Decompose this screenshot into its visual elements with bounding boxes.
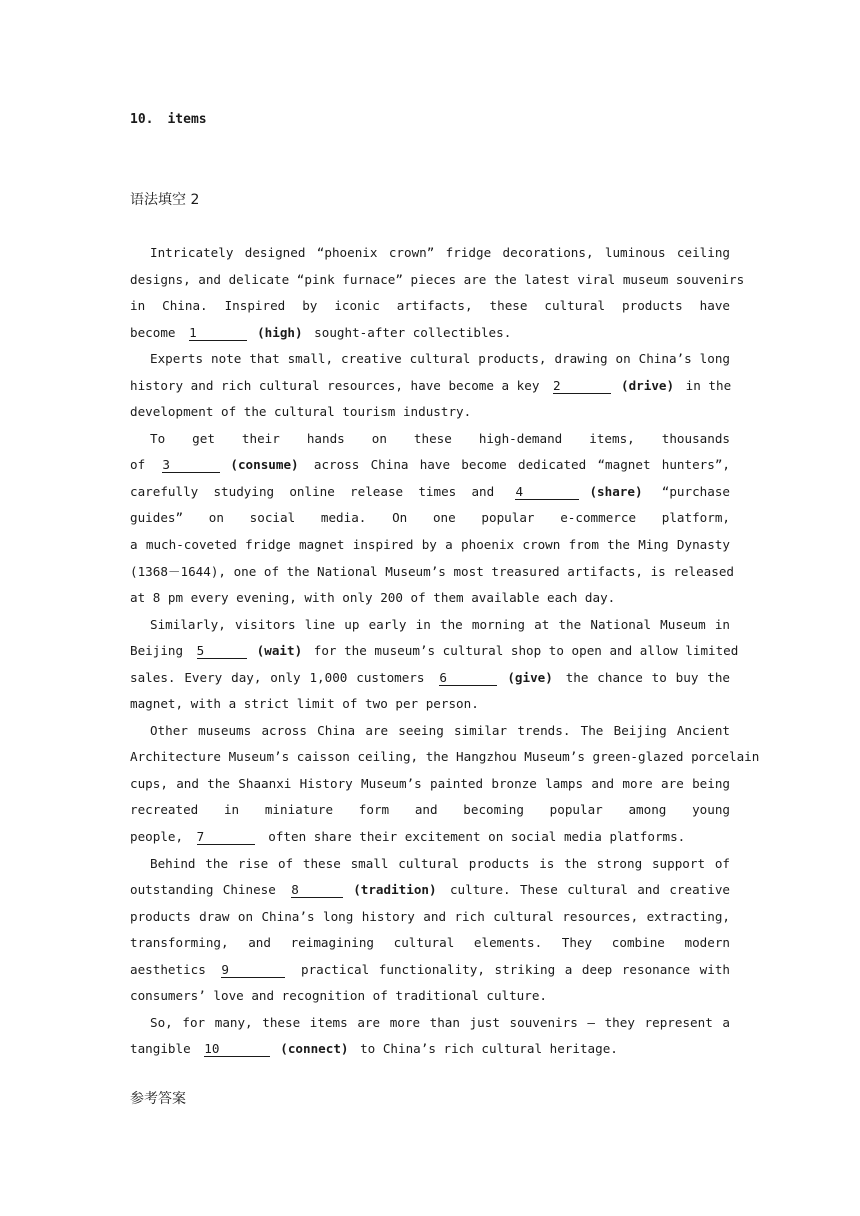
passage-line bbox=[130, 559, 734, 586]
passage-text: culture. These cultural and creative bbox=[440, 882, 730, 898]
passage-line bbox=[130, 267, 745, 294]
passage-text: tangible bbox=[130, 1041, 199, 1057]
passage-text: of bbox=[130, 457, 157, 473]
passage-line bbox=[130, 877, 730, 904]
answer-blank[interactable]: 7 bbox=[197, 830, 255, 845]
word-hint: (give) bbox=[507, 669, 553, 685]
passage-line bbox=[130, 691, 730, 718]
answer-blank[interactable]: 5 bbox=[197, 644, 247, 659]
passage-text: practical functionality, striking a deep resonance with bbox=[291, 961, 730, 977]
passage-text: the chance to buy the bbox=[556, 669, 731, 685]
passage-line bbox=[130, 373, 730, 400]
passage-text: history and rich cultural resources, have become a key bbox=[130, 377, 548, 393]
passage-line bbox=[130, 612, 730, 639]
answer-blank[interactable]: 6 bbox=[439, 671, 497, 686]
passage-text: Beijing bbox=[130, 643, 191, 659]
passage-text: often share their excitement on social media platforms. bbox=[260, 829, 686, 845]
passage-text: (1368－1644), one of the National Museum’s most treasured artifacts, is released bbox=[130, 563, 734, 579]
answers-heading: 参考答案 bbox=[130, 1091, 186, 1107]
passage-line bbox=[130, 904, 730, 931]
passage-line bbox=[130, 585, 730, 612]
passage-line bbox=[130, 426, 730, 453]
passage-text: products draw on China’s long history and rich cultural resources, extracting, bbox=[130, 908, 730, 924]
passage-line bbox=[130, 930, 730, 957]
answer-blank[interactable]: 3 bbox=[162, 458, 220, 473]
passage-text: Other museums across China are seeing similar trends. The Beijing Ancient bbox=[150, 722, 730, 738]
passage-text: cups, and the Shaanxi History Museum’s painted bronze lamps and more are being bbox=[130, 775, 730, 791]
passage-text: sales. Every day, only 1,000 customers bbox=[130, 669, 434, 685]
passage-text: transforming, and reimagining cultural elements. They combine modern bbox=[130, 935, 730, 951]
answer-blank[interactable]: 9 bbox=[221, 963, 285, 978]
word-hint: (connect) bbox=[280, 1041, 349, 1057]
passage-line bbox=[130, 452, 730, 479]
word-hint: (drive) bbox=[621, 377, 675, 393]
passage-text: in China. Inspired by iconic artifacts, these cultural products have bbox=[130, 298, 730, 314]
passage-line bbox=[130, 346, 730, 373]
passage bbox=[130, 240, 760, 1063]
passage-text: guides” on social media. On one popular e-commerce platform, bbox=[130, 510, 730, 526]
word-hint: (consume) bbox=[230, 457, 299, 473]
passage-text: at 8 pm every evening, with only 200 of them available each day. bbox=[130, 590, 616, 606]
passage-text: So, for many, these items are more than just souvenirs — they represent a bbox=[150, 1014, 730, 1030]
passage-text: sought-after collectibles. bbox=[306, 324, 512, 340]
passage-text: to China’s rich cultural heritage. bbox=[352, 1041, 618, 1057]
passage-text: To get their hands on these high-demand items, thousands bbox=[150, 430, 730, 446]
passage-line bbox=[130, 532, 730, 559]
passage-line bbox=[130, 983, 730, 1010]
answer-blank[interactable]: 2 bbox=[553, 379, 611, 394]
passage-line bbox=[130, 293, 730, 320]
passage-line bbox=[130, 851, 730, 878]
passage-text: development of the cultural tourism industry. bbox=[130, 404, 472, 420]
passage-line bbox=[130, 824, 730, 851]
passage-line bbox=[130, 957, 730, 984]
passage-text: Architecture Museum’s caisson ceiling, the Hangzhou Museum’s green-glazed porcelain bbox=[130, 749, 760, 765]
passage-text: Similarly, visitors line up early in the morning at the National Museum in bbox=[150, 616, 730, 632]
passage-text: across China have become dedicated “magnet hunters”, bbox=[302, 457, 730, 473]
passage-text: for the museum’s cultural shop to open and allow limited bbox=[306, 643, 739, 659]
passage-line bbox=[130, 399, 730, 426]
passage-text: aesthetics bbox=[130, 961, 216, 977]
passage-line bbox=[130, 1010, 730, 1037]
passage-line bbox=[130, 479, 730, 506]
passage-line bbox=[130, 240, 730, 267]
item-text: items bbox=[167, 112, 207, 127]
passage-text: become bbox=[130, 324, 184, 340]
answer-blank[interactable]: 10 bbox=[204, 1042, 270, 1057]
passage-line bbox=[130, 665, 730, 692]
passage-line bbox=[130, 797, 730, 824]
passage-text: consumers’ love and recognition of traditional culture. bbox=[130, 988, 548, 1004]
answer-blank[interactable]: 8 bbox=[291, 883, 343, 898]
word-hint: (wait) bbox=[256, 643, 303, 659]
passage-text: magnet, with a strict limit of two per person. bbox=[130, 696, 479, 712]
passage-line bbox=[130, 320, 730, 347]
word-hint: (share) bbox=[589, 483, 643, 499]
passage-text: carefully studying online release times and bbox=[130, 483, 510, 499]
passage-text: a much-coveted fridge magnet inspired by a phoenix crown from the Ming Dynasty bbox=[130, 537, 730, 553]
passage-text: in the bbox=[678, 377, 732, 393]
section-title: 语法填空 2 bbox=[130, 192, 200, 208]
previous-answer-item bbox=[130, 112, 207, 127]
passage-line bbox=[130, 771, 730, 798]
passage-line bbox=[130, 505, 730, 532]
passage-text: Intricately designed “phoenix crown” fridge decorations, luminous ceiling bbox=[150, 245, 730, 260]
word-hint: (tradition) bbox=[353, 882, 437, 898]
answer-blank[interactable]: 4 bbox=[515, 485, 579, 500]
passage-line bbox=[130, 718, 730, 745]
answer-blank[interactable]: 1 bbox=[189, 326, 247, 341]
passage-text: people, bbox=[130, 829, 191, 845]
passage-line bbox=[130, 744, 760, 771]
passage-text: designs, and delicate “pink furnace” pieces are the latest viral museum souvenirs bbox=[130, 271, 745, 287]
passage-text: Behind the rise of these small cultural products is the strong support of bbox=[150, 855, 730, 871]
word-hint: (high) bbox=[257, 324, 303, 340]
passage-line bbox=[130, 1036, 730, 1063]
passage-text: recreated in miniature form and becoming popular among young bbox=[130, 802, 730, 818]
passage-text: Experts note that small, creative cultural products, drawing on China’s long bbox=[150, 351, 730, 367]
item-number: 10. bbox=[130, 112, 154, 127]
passage-text: “purchase bbox=[646, 483, 730, 499]
passage-line bbox=[130, 638, 739, 665]
passage-text: outstanding Chinese bbox=[130, 882, 286, 898]
